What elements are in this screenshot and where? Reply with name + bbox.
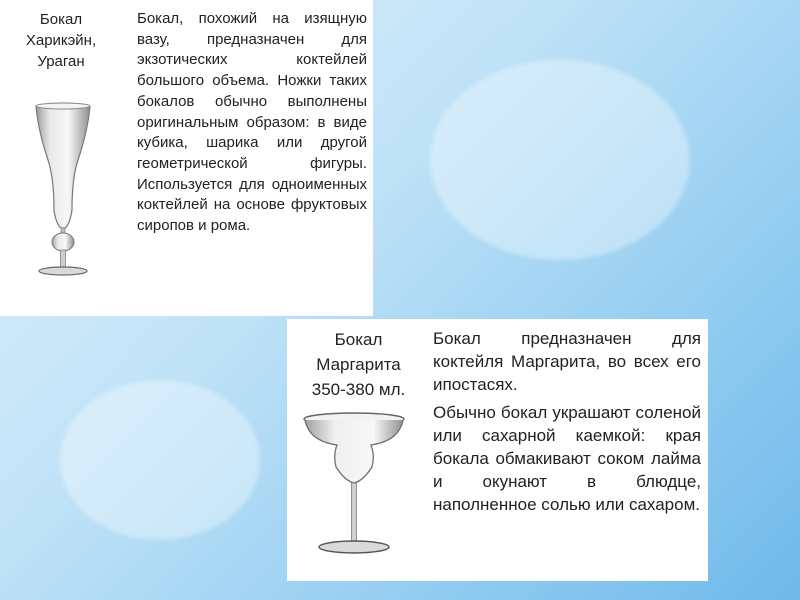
margarita-glass-image — [299, 411, 409, 561]
background-highlight — [60, 380, 260, 540]
margarita-glass-paragraph-2: Обычно бокал украшают соленой или сахарной каемкой: края бокала обмакивают соком лайма и окунают в блюдце, наполненное солью или сахаром. — [433, 402, 701, 515]
margarita-glass-card — [287, 319, 708, 581]
hurricane-glass-card — [0, 0, 373, 316]
hurricane-glass-title: Бокал Харикэйн, Ураган — [25, 11, 97, 70]
hurricane-glass-image — [28, 100, 98, 280]
margarita-glass-description — [433, 327, 701, 521]
background-highlight — [430, 60, 690, 260]
hurricane-glass-description: Бокал, похожий на изящную вазу, предназначен для экзотических коктейлей большого объема. Ножки таких бокалов обычно выполнены оригинальным образом: в виде кубика, шарика или другой геометрической фигуры. Используется для одноименных коктейлей на основе фруктовых сиропов и рома. — [137, 10, 367, 235]
margarita-glass-title: Бокал Маргарита 350-380 мл. — [311, 330, 406, 399]
margarita-glass-paragraph-1: Бокал предназначен для коктейля Маргарита, во всех его ипостасях. — [433, 329, 701, 395]
hurricane-glass-column — [0, 0, 122, 316]
